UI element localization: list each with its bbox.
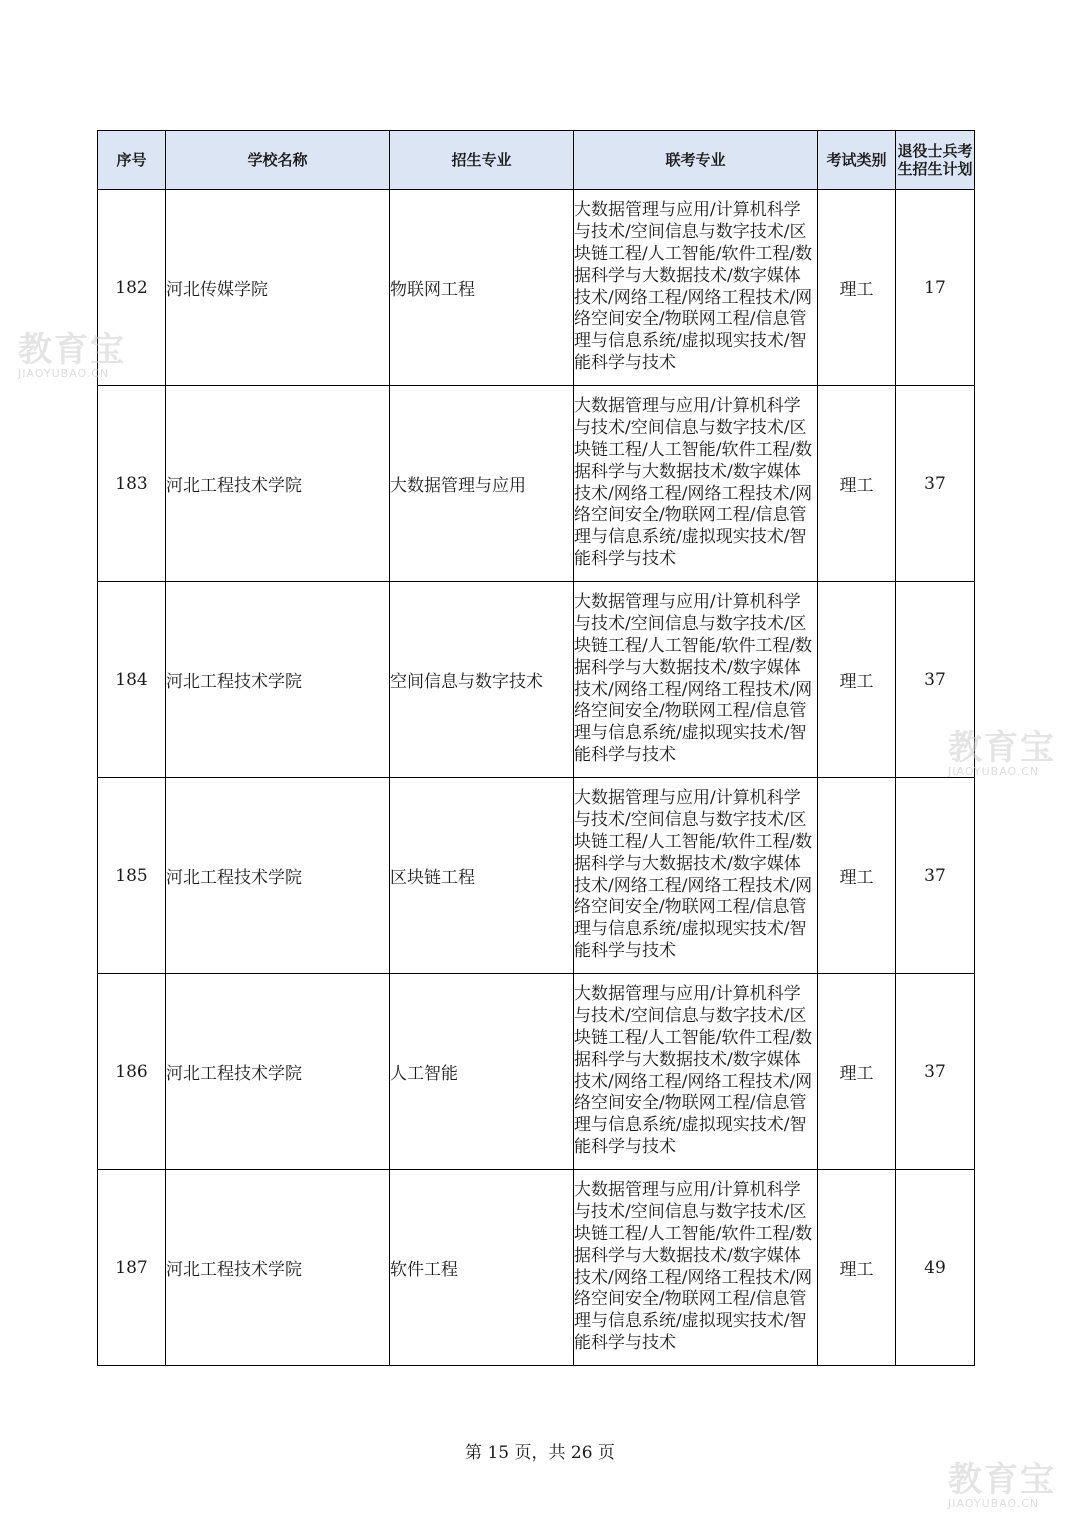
cell-major: 人工智能	[390, 974, 574, 1170]
cell-seq: 183	[98, 386, 166, 582]
cell-school: 河北工程技术学院	[166, 582, 390, 778]
cell-joint-majors: 大数据管理与应用/计算机科学与技术/空间信息与数字技术/区块链工程/人工智能/软件工程/数据科学与大数据技术/数字媒体技术/网络工程/网络工程技术/网络空间安全/物联网工程/信息管理与信息系统/虚拟现实技术/智能科学与技术	[574, 582, 818, 778]
table-row	[98, 190, 975, 386]
cell-school: 河北传媒学院	[166, 190, 390, 386]
watermark-text-en: JIAOYUBAO.CN	[18, 367, 110, 380]
cell-joint-majors: 大数据管理与应用/计算机科学与技术/空间信息与数字技术/区块链工程/人工智能/软件工程/数据科学与大数据技术/数字媒体技术/网络工程/网络工程技术/网络空间安全/物联网工程/信息管理与信息系统/虚拟现实技术/智能科学与技术	[574, 974, 818, 1170]
cell-school: 河北工程技术学院	[166, 974, 390, 1170]
cell-category: 理工	[818, 190, 896, 386]
watermark-text-en: JIAOYUBAO.CN	[948, 1497, 1040, 1510]
table-row	[98, 582, 975, 778]
header-major: 招生专业	[390, 131, 574, 190]
watermark-text-cn: 教育宝	[18, 330, 126, 370]
watermark-text-cn: 教育宝	[948, 1460, 1056, 1500]
header-category: 考试类别	[818, 131, 896, 190]
cell-plan: 37	[896, 386, 975, 582]
cell-seq: 182	[98, 190, 166, 386]
header-plan: 退役士兵考生招生计划	[896, 131, 975, 190]
table-row	[98, 1170, 975, 1366]
cell-plan: 37	[896, 974, 975, 1170]
cell-school: 河北工程技术学院	[166, 778, 390, 974]
cell-category: 理工	[818, 386, 896, 582]
page-footer: 第 15 页，共 26 页	[465, 1443, 615, 1463]
cell-plan: 49	[896, 1170, 975, 1366]
cell-category: 理工	[818, 1170, 896, 1366]
cell-joint-majors: 大数据管理与应用/计算机科学与技术/空间信息与数字技术/区块链工程/人工智能/软件工程/数据科学与大数据技术/数字媒体技术/网络工程/网络工程技术/网络空间安全/物联网工程/信息管理与信息系统/虚拟现实技术/智能科学与技术	[574, 386, 818, 582]
cell-major: 空间信息与数字技术	[390, 582, 574, 778]
admission-plan-table	[97, 130, 975, 1366]
cell-plan: 17	[896, 190, 975, 386]
header-joint-major: 联考专业	[574, 131, 818, 190]
cell-seq: 187	[98, 1170, 166, 1366]
cell-major: 软件工程	[390, 1170, 574, 1366]
cell-joint-majors: 大数据管理与应用/计算机科学与技术/空间信息与数字技术/区块链工程/人工智能/软件工程/数据科学与大数据技术/数字媒体技术/网络工程/网络工程技术/网络空间安全/物联网工程/信息管理与信息系统/虚拟现实技术/智能科学与技术	[574, 1170, 818, 1366]
header-school: 学校名称	[166, 131, 390, 190]
table-header-row	[98, 131, 975, 190]
cell-joint-majors: 大数据管理与应用/计算机科学与技术/空间信息与数字技术/区块链工程/人工智能/软件工程/数据科学与大数据技术/数字媒体技术/网络工程/网络工程技术/网络空间安全/物联网工程/信息管理与信息系统/虚拟现实技术/智能科学与技术	[574, 190, 818, 386]
cell-category: 理工	[818, 778, 896, 974]
table-row	[98, 974, 975, 1170]
watermark-text-cn: 教育宝	[948, 728, 1056, 768]
cell-major: 物联网工程	[390, 190, 574, 386]
cell-joint-majors: 大数据管理与应用/计算机科学与技术/空间信息与数字技术/区块链工程/人工智能/软件工程/数据科学与大数据技术/数字媒体技术/网络工程/网络工程技术/网络空间安全/物联网工程/信息管理与信息系统/虚拟现实技术/智能科学与技术	[574, 778, 818, 974]
watermark-logo	[18, 332, 126, 380]
cell-school: 河北工程技术学院	[166, 1170, 390, 1366]
header-seq: 序号	[98, 131, 166, 190]
watermark-logo	[948, 1462, 1056, 1510]
watermark-logo	[948, 730, 1056, 778]
cell-seq: 186	[98, 974, 166, 1170]
cell-seq: 184	[98, 582, 166, 778]
table-row	[98, 778, 975, 974]
table-row	[98, 386, 975, 582]
watermark-text-en: JIAOYUBAO.CN	[948, 765, 1040, 778]
cell-plan: 37	[896, 582, 975, 778]
cell-school: 河北工程技术学院	[166, 386, 390, 582]
cell-category: 理工	[818, 582, 896, 778]
cell-major: 大数据管理与应用	[390, 386, 574, 582]
cell-category: 理工	[818, 974, 896, 1170]
cell-major: 区块链工程	[390, 778, 574, 974]
cell-seq: 185	[98, 778, 166, 974]
cell-plan: 37	[896, 778, 975, 974]
